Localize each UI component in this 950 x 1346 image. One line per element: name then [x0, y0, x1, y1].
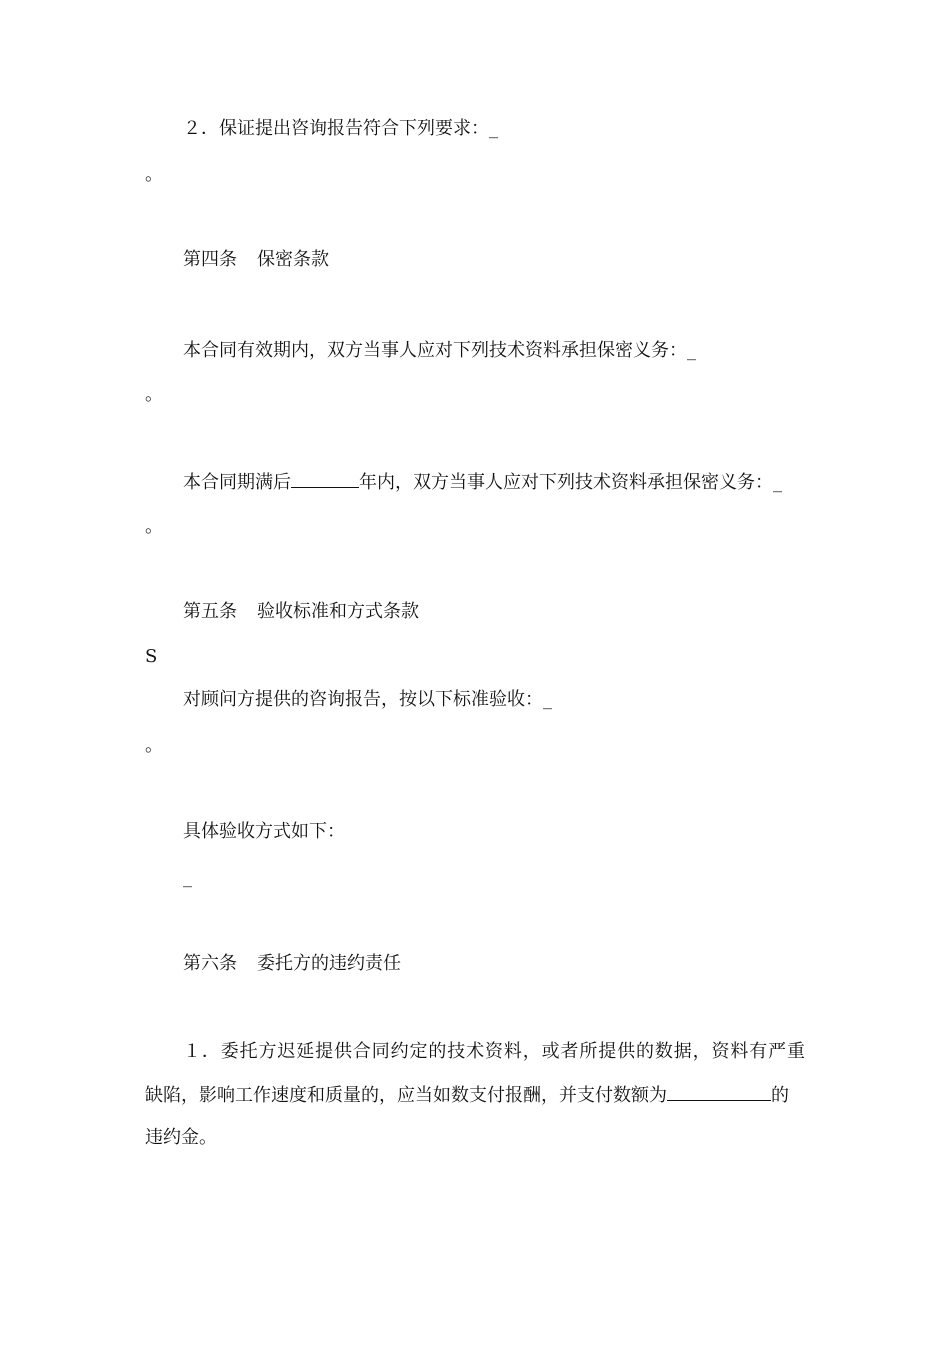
clause-1-line-1: １．委托方迟延提供合同约定的技术资料，或者所提供的数据，资料有严重 — [183, 1041, 805, 1062]
article-6-number: 第六条 — [183, 953, 237, 974]
article-4-title: 保密条款 — [257, 249, 329, 270]
article-6-title: 委托方的违约责任 — [257, 953, 401, 974]
article-5-number: 第五条 — [183, 601, 237, 622]
years-blank[interactable] — [291, 469, 359, 488]
period-mark: 。 — [145, 516, 163, 537]
clause-1-line-3: 违约金。 — [145, 1127, 217, 1148]
acceptance-method-blank: _ — [183, 867, 192, 888]
acceptance-method: 具体验收方式如下： — [183, 821, 345, 842]
article-6-heading — [183, 952, 401, 976]
stray-character: S — [145, 646, 158, 667]
clause-1-line-2-text: 缺陷，影响工作速度和质量的，应当如数支付报酬，并支付数额为 — [145, 1085, 667, 1106]
clause-2-requirements: ２．保证提出咨询报告符合下列要求：_ — [183, 118, 498, 139]
article-5-heading — [183, 600, 419, 624]
penalty-amount-blank[interactable] — [667, 1082, 771, 1101]
confidentiality-after-term-prefix: 本合同期满后 — [183, 472, 291, 493]
period-mark: 。 — [145, 384, 163, 405]
acceptance-standard: 对顾问方提供的咨询报告，按以下标准验收：_ — [183, 689, 552, 710]
confidentiality-after-term-suffix: 年内，双方当事人应对下列技术资料承担保密义务：_ — [359, 472, 782, 493]
confidentiality-during-term: 本合同有效期内，双方当事人应对下列技术资料承担保密义务：_ — [183, 340, 696, 361]
clause-1-line-2 — [145, 1082, 789, 1106]
article-4-number: 第四条 — [183, 249, 237, 270]
article-4-heading — [183, 248, 329, 272]
article-5-title: 验收标准和方式条款 — [257, 601, 419, 622]
clause-1-line-2-end: 的 — [771, 1085, 789, 1106]
period-mark: 。 — [145, 735, 163, 756]
period-mark: 。 — [145, 164, 163, 185]
confidentiality-after-term — [183, 469, 782, 493]
